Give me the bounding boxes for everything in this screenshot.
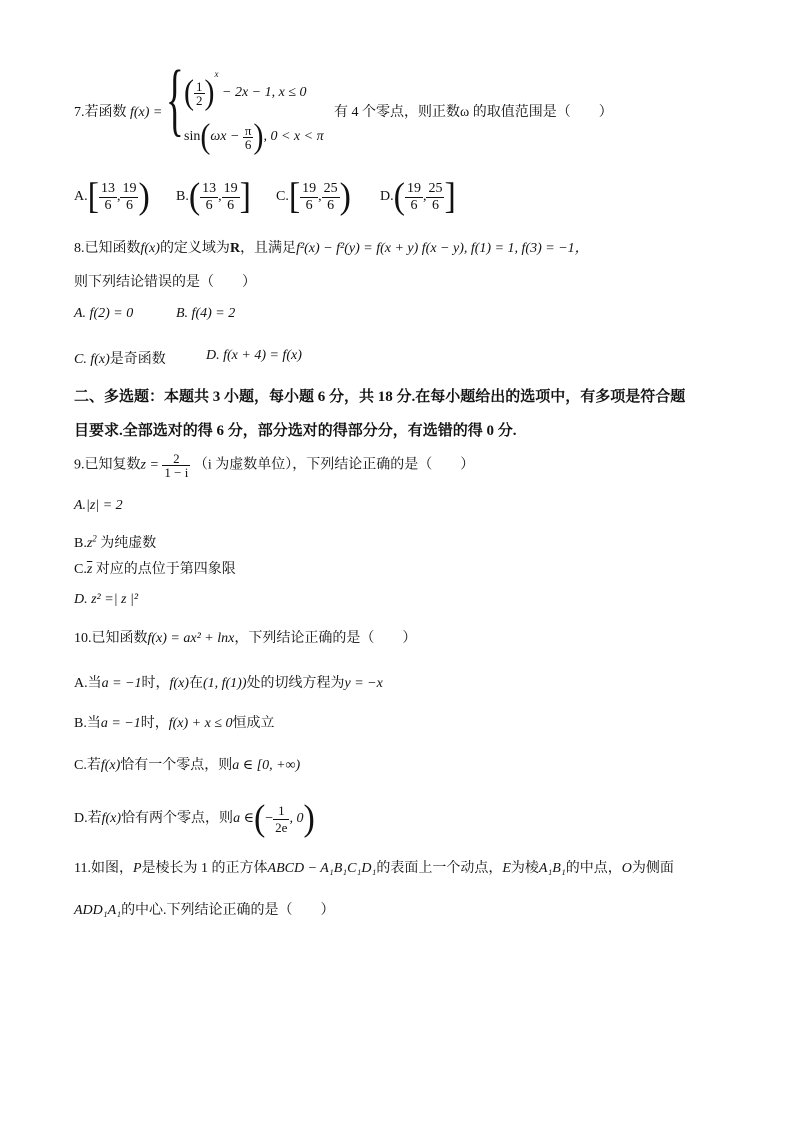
q7-option-c[interactable]: C.[ $\frac{19}{6}$ , $\frac{25}{6}$ ) [276, 176, 351, 217]
q10-option-b[interactable]: B.当a = −1时，f(x) + x ≤ 0恒成立 [74, 716, 275, 731]
q7-option-d[interactable]: D.( $\frac{19}{6}$ , $\frac{25}{6}$ ] [380, 176, 456, 217]
q7-prefix: 7.若函数 f(x) = [74, 105, 163, 120]
q7-piece-2: sin(ωx − $\frac{\pi}{6}$ ), 0 < x < π [184, 117, 324, 156]
q7-option-b[interactable]: B.( $\frac{13}{6}$ , $\frac{19}{6}$ ] [176, 176, 251, 217]
q9-option-a[interactable]: A.|z| = 2 [74, 498, 123, 513]
q8-stem-line-2: 则下列结论错误的是（ ） [74, 275, 256, 290]
q8-option-c[interactable]: C. f(x)是奇函数 [74, 352, 166, 367]
q7-option-a[interactable]: A.[ $\frac{13}{6}$ , $\frac{19}{6}$ ) [74, 176, 150, 217]
section-2-heading-line-2: 目要求.全部选对的得 6 分，部分选对的得部分分，有选错的得 0 分. [74, 423, 517, 439]
q8-option-b[interactable]: B. f(4) = 2 [176, 306, 236, 321]
q10-stem: 10.已知函数f(x) = ax² + lnx，下列结论正确的是（ ） [74, 631, 417, 646]
q8-option-a[interactable]: A. f(2) = 0 [74, 306, 134, 321]
q7-piece-1: ( $\frac{1}{2}$ )$^x$ − 2x − 1, x ≤ 0 [184, 68, 307, 112]
q9-stem: 9.已知复数z = $\frac{2}{1 - i}$ （i 为虚数单位），下列结论正确的是（ ） [74, 451, 475, 480]
q9-option-c[interactable]: $C.\overline{z}$ 对应的点位于第四象限 [74, 562, 236, 577]
q9-option-d[interactable]: D. z² =| z |² [74, 592, 139, 607]
q11-stem-line-1: 11.如图，P是棱长为 1 的正方体ABCD − A₁B₁C₁D₁的表面上一个动点，E为棱A₁B₁的中点，O为侧面 [74, 861, 674, 876]
q7-piecewise-brace: { [166, 53, 184, 144]
q10-option-a[interactable]: A.当a = −1时，f(x)在(1, f(1))处的切线方程为y = −x [74, 676, 383, 691]
q10-option-c[interactable]: C.若f(x)恰有一个零点，则a ∈ [0, +∞) [74, 758, 301, 773]
section-2-heading-line-1: 二、多选题：本题共 3 小题，每小题 6 分，共 18 分.在每小题给出的选项中，有多项是符合题 [74, 389, 686, 405]
q7-fx: f(x) = [130, 105, 163, 120]
q11-stem-line-2: ADD₁A₁的中心.下列结论正确的是（ ） [74, 903, 335, 918]
q9-option-b[interactable]: $B.z^2$ 为纯虚数 [74, 533, 157, 551]
q7-suffix: 有 4 个零点，则正数ω 的取值范围是（ ） [334, 105, 613, 120]
q8-stem-line-1: 8.已知函数f(x)的定义域为R，且满足f²(x) − f²(y) = f(x + y) f(x − y), f(1) = 1, f(3) = −1， [74, 241, 589, 256]
q10-option-d[interactable]: D.若f(x)恰有两个零点，则a ∈(− $\frac{1}{2e}$ , 0) [74, 798, 315, 839]
q8-option-d[interactable]: D. f(x + 4) = f(x) [206, 348, 302, 363]
